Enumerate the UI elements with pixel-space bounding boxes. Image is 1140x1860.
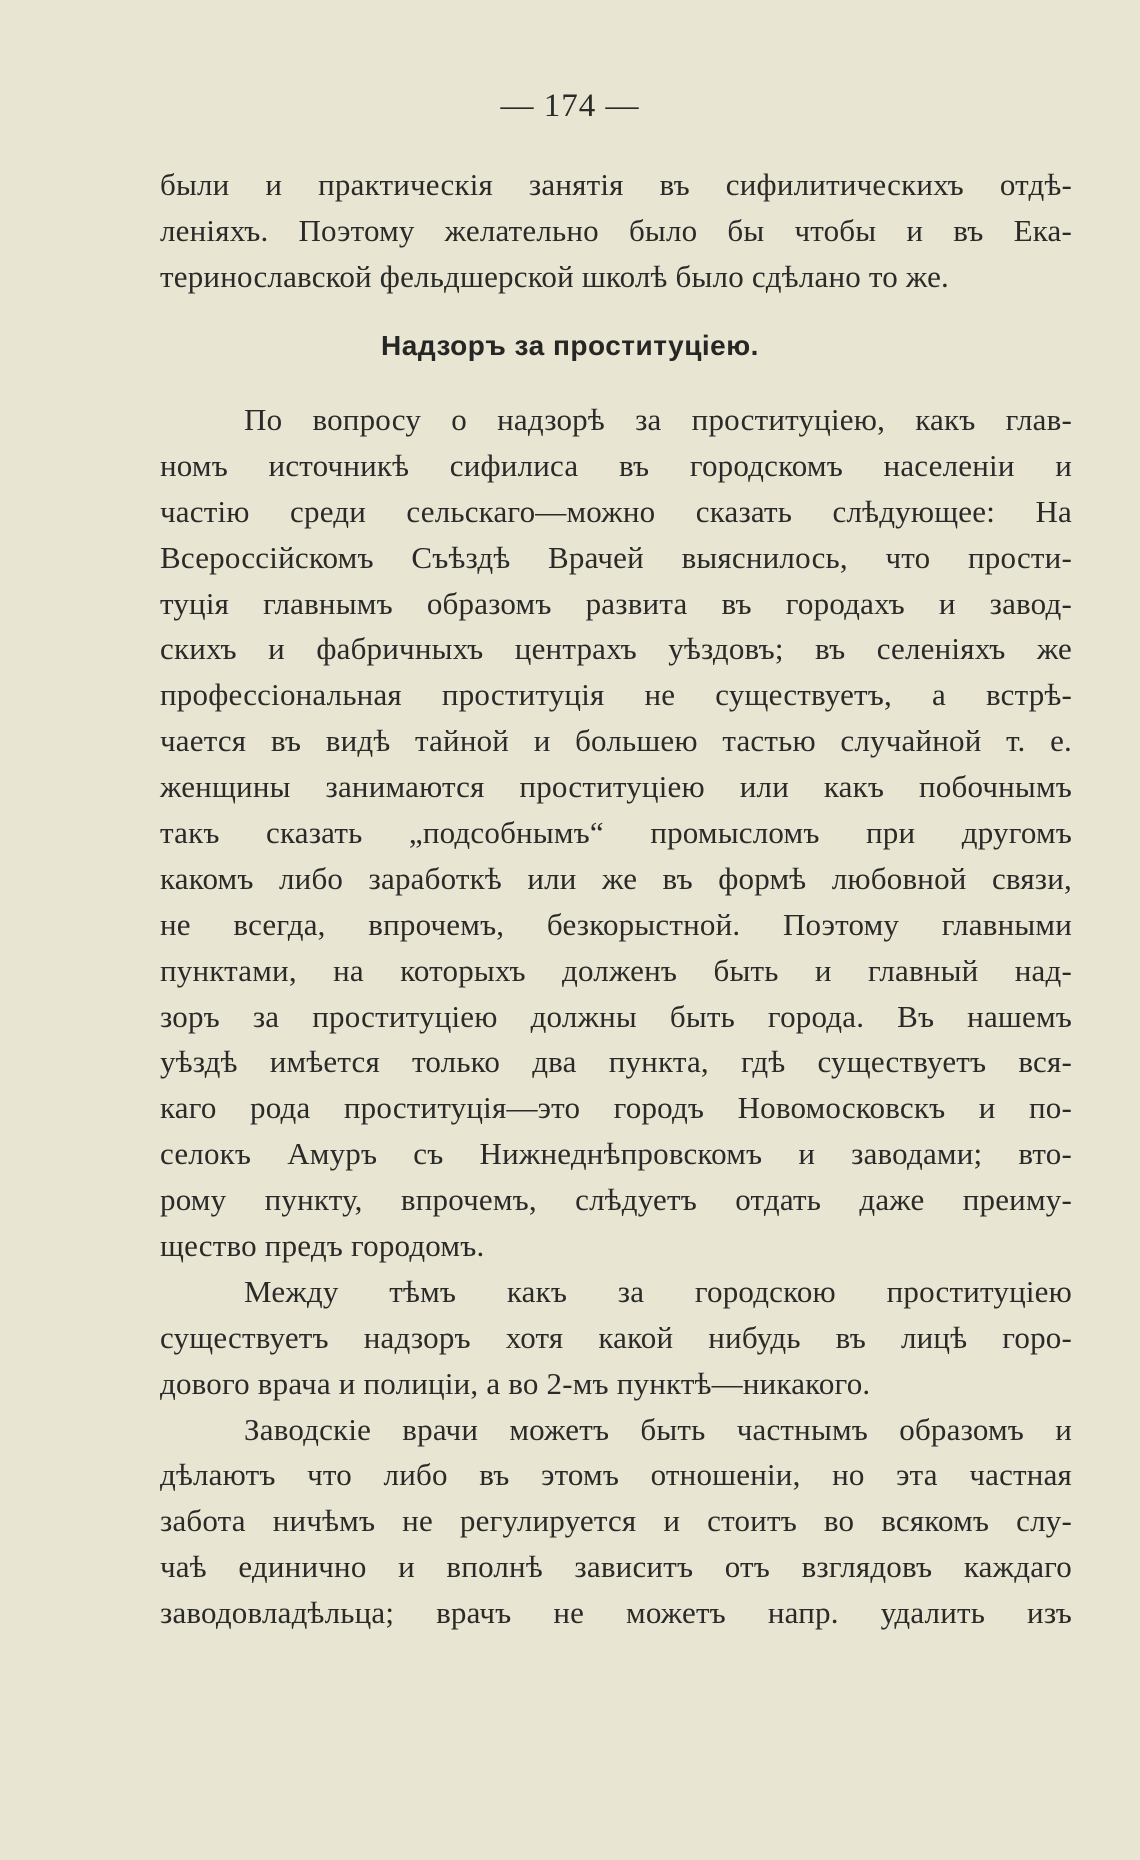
page-number: — 174 — [500, 88, 640, 124]
text-line: существуетъ надзоръ хотя какой нибудь въ лицѣ горо- [160, 1319, 1072, 1355]
intro-paragraph [160, 162, 1072, 300]
text-line: щество предъ городомъ. [160, 1228, 485, 1264]
text-line: Между тѣмъ какъ за городскою проституціею [244, 1273, 1072, 1309]
text-line: дового врача и полиціи, а во 2-мъ пунктѣ—никакого. [160, 1365, 871, 1401]
text-line: какомъ либо заработкѣ или же въ формѣ любовной связи, [160, 860, 1072, 896]
text-line: скихъ и фабричныхъ центрахъ уѣздовъ; въ селеніяхъ же [160, 631, 1072, 667]
text-line: были и практическія занятія въ сифилитическихъ отдѣ- [160, 167, 1072, 202]
text-line: зоръ за проституціею должны быть города. Въ нашемъ [160, 998, 1072, 1034]
text-line: рому пункту, впрочемъ, слѣдуетъ отдать даже преиму- [160, 1182, 1072, 1218]
text-line: чается въ видѣ тайной и большею тастью случайной т. е. [160, 723, 1072, 759]
text-line: Заводскіе врачи можетъ быть частнымъ образомъ и [244, 1411, 1072, 1447]
text-line: женщины занимаются проституціею или какъ побочнымъ [160, 769, 1072, 805]
text-line: теринославской фельдшерской школѣ было сдѣлано то же. [160, 258, 949, 294]
text-line: туція главнымъ образомъ развита въ городахъ и завод- [160, 585, 1072, 621]
text-line: селокъ Амуръ съ Нижнеднѣпровскомъ и заводами; вто- [160, 1136, 1072, 1172]
text-line: такъ сказать „подсобнымъ“ промысломъ при другомъ [160, 815, 1072, 851]
text-line: пунктами, на которыхъ долженъ быть и главный над- [160, 952, 1072, 988]
text-line: Всероссійскомъ Съѣздѣ Врачей выяснилось, что прости- [160, 539, 1072, 575]
body-text [160, 397, 1072, 1636]
text-line: леніяхъ. Поэтому желательно было бы чтобы и въ Ека- [160, 212, 1072, 248]
text-line: уѣздѣ имѣется только два пункта, гдѣ существуетъ вся- [160, 1044, 1072, 1080]
text-line: чаѣ единично и вполнѣ зависитъ отъ взглядовъ каждаго [160, 1549, 1072, 1585]
text-line: дѣлаютъ что либо въ этомъ отношеніи, но эта частная [160, 1457, 1072, 1493]
text-line: каго рода проституція—это городъ Новомосковскъ и по- [160, 1090, 1072, 1126]
text-line: заводовладѣльца; врачъ не можетъ напр. удалить изъ [160, 1595, 1072, 1631]
text-line: не всегда, впрочемъ, безкорыстной. Поэтому главными [160, 906, 1072, 942]
text-line: забота ничѣмъ не регулируется и стоитъ во всякомъ слу- [160, 1503, 1072, 1539]
text-line: профессіональная проституція не существуетъ, а встрѣ- [160, 677, 1072, 713]
text-line: частію среди сельскаго—можно сказать слѣдующее: На [160, 493, 1072, 529]
section-heading: Надзоръ за проституціею. [381, 330, 759, 361]
text-line: По вопросу о надзорѣ за проституціею, какъ глав- [244, 402, 1072, 437]
text-line: номъ источникѣ сифилиса въ городскомъ населеніи и [160, 447, 1072, 483]
